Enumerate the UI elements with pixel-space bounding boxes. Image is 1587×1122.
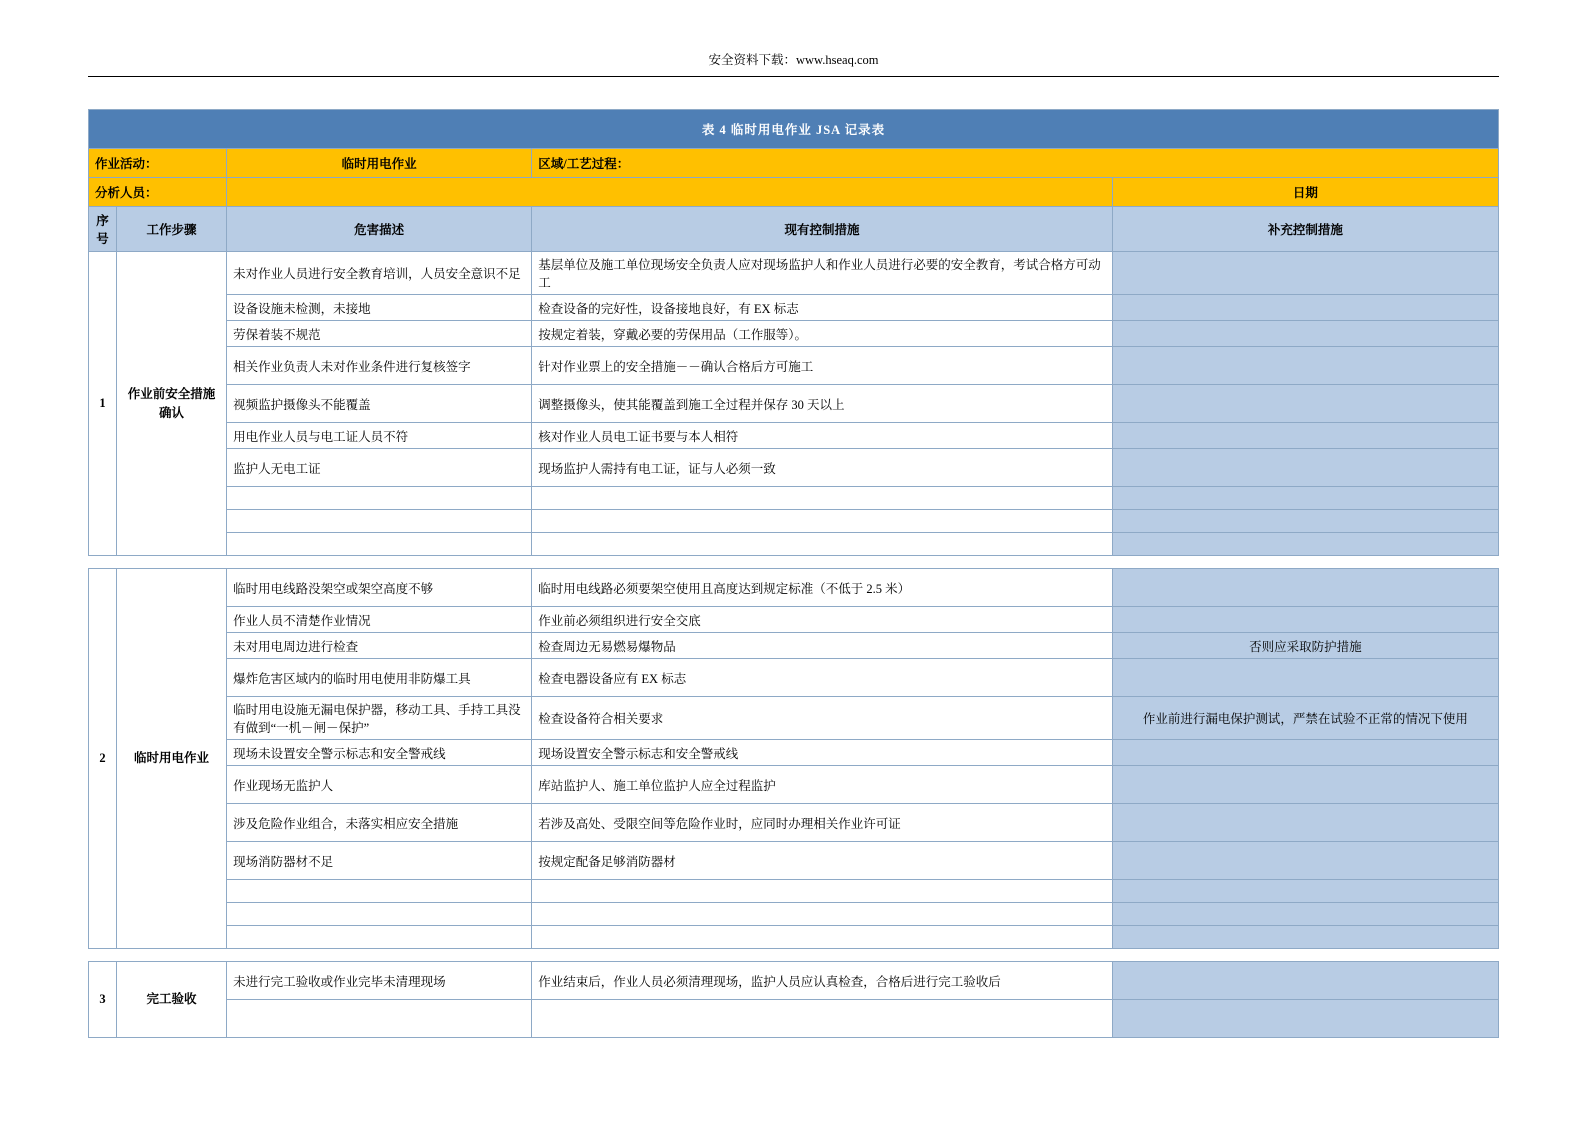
- table-row: [89, 1000, 1499, 1038]
- table-row: [89, 880, 1499, 903]
- extra-cell[interactable]: [1112, 804, 1498, 842]
- control-cell[interactable]: 按规定配备足够消防器材: [532, 842, 1112, 880]
- control-cell[interactable]: 作业前必须组织进行安全交底: [532, 607, 1112, 633]
- area-label-cell: [532, 149, 1499, 178]
- hazard-cell[interactable]: 相关作业负责人未对作业条件进行复核签字: [227, 347, 532, 385]
- table-row: [89, 962, 1499, 1000]
- hazard-cell[interactable]: 设备设施未检测，未接地: [227, 295, 532, 321]
- control-cell[interactable]: 针对作业票上的安全措施－－确认合格后方可施工: [532, 347, 1112, 385]
- extra-cell[interactable]: [1112, 903, 1498, 926]
- table-row: [89, 449, 1499, 487]
- table-title-row: [89, 110, 1499, 149]
- extra-cell[interactable]: [1112, 252, 1498, 295]
- control-cell[interactable]: 检查设备符合相关要求: [532, 697, 1112, 740]
- control-cell[interactable]: 临时用电线路必须要架空使用且高度达到规定标准（不低于 2.5 米）: [532, 569, 1112, 607]
- group-step: 完工验收: [117, 962, 227, 1038]
- analyst-value[interactable]: [227, 178, 1113, 207]
- hazard-cell[interactable]: 临时用电线路没架空或架空高度不够: [227, 569, 532, 607]
- col-hazard: 危害描述: [227, 207, 532, 252]
- hazard-cell[interactable]: [227, 926, 532, 949]
- hazard-cell[interactable]: 监护人无电工证: [227, 449, 532, 487]
- hazard-cell[interactable]: 涉及危险作业组合，未落实相应安全措施: [227, 804, 532, 842]
- group-seq: 2: [89, 569, 117, 949]
- control-cell[interactable]: [532, 510, 1112, 533]
- jsa-table-body: [89, 110, 1499, 1038]
- hazard-cell[interactable]: [227, 903, 532, 926]
- hazard-cell[interactable]: 用电作业人员与电工证人员不符: [227, 423, 532, 449]
- extra-cell[interactable]: [1112, 385, 1498, 423]
- control-cell[interactable]: 调整摄像头，使其能覆盖到施工全过程并保存 30 天以上: [532, 385, 1112, 423]
- table-row: [89, 766, 1499, 804]
- control-cell[interactable]: 按规定着装，穿戴必要的劳保用品（工作服等）。: [532, 321, 1112, 347]
- extra-cell[interactable]: 作业前进行漏电保护测试，严禁在试验不正常的情况下使用: [1112, 697, 1498, 740]
- extra-cell[interactable]: [1112, 740, 1498, 766]
- extra-cell[interactable]: [1112, 659, 1498, 697]
- control-cell[interactable]: 现场设置安全警示标志和安全警戒线: [532, 740, 1112, 766]
- table-row: [89, 385, 1499, 423]
- hazard-cell[interactable]: 未对作业人员进行安全教育培训，人员安全意识不足: [227, 252, 532, 295]
- activity-value[interactable]: 临时用电作业: [227, 149, 532, 178]
- hazard-cell[interactable]: 劳保着装不规范: [227, 321, 532, 347]
- page-header: [0, 0, 1587, 68]
- table-row: [89, 295, 1499, 321]
- control-cell[interactable]: [532, 880, 1112, 903]
- control-cell[interactable]: 作业结束后，作业人员必须清理现场，监护人员应认真检查，合格后进行完工验收后: [532, 962, 1112, 1000]
- area-label: 区域/工艺过程：: [538, 157, 630, 171]
- extra-cell[interactable]: [1112, 423, 1498, 449]
- activity-label: 作业活动：: [89, 149, 227, 178]
- extra-cell[interactable]: [1112, 766, 1498, 804]
- table-row: [89, 697, 1499, 740]
- col-extra: 补充控制措施: [1112, 207, 1498, 252]
- group-separator: [89, 949, 1499, 962]
- extra-cell[interactable]: [1112, 321, 1498, 347]
- table-row: [89, 487, 1499, 510]
- hazard-cell[interactable]: [227, 510, 532, 533]
- col-step: 工作步骤: [117, 207, 227, 252]
- hazard-cell[interactable]: 未进行完工验收或作业完毕未清理现场: [227, 962, 532, 1000]
- hazard-cell[interactable]: [227, 1000, 532, 1038]
- extra-cell[interactable]: [1112, 295, 1498, 321]
- control-cell[interactable]: 核对作业人员电工证书要与本人相符: [532, 423, 1112, 449]
- extra-cell[interactable]: [1112, 449, 1498, 487]
- table-row: [89, 423, 1499, 449]
- control-cell[interactable]: [532, 533, 1112, 556]
- group-separator: [89, 556, 1499, 569]
- table-row: [89, 321, 1499, 347]
- table-row: [89, 903, 1499, 926]
- group-step: 临时用电作业: [117, 569, 227, 949]
- extra-cell[interactable]: [1112, 962, 1498, 1000]
- date-cell: [1112, 178, 1498, 207]
- control-cell[interactable]: 检查设备的完好性，设备接地良好，有 EX 标志: [532, 295, 1112, 321]
- jsa-table: [88, 109, 1499, 1038]
- hazard-cell[interactable]: 爆炸危害区域内的临时用电使用非防爆工具: [227, 659, 532, 697]
- hazard-cell[interactable]: 作业人员不清楚作业情况: [227, 607, 532, 633]
- table-row: [89, 607, 1499, 633]
- control-cell[interactable]: 检查周边无易燃易爆物品: [532, 633, 1112, 659]
- table-row: [89, 804, 1499, 842]
- extra-cell[interactable]: [1112, 487, 1498, 510]
- control-cell[interactable]: 现场监护人需持有电工证，证与人必须一致: [532, 449, 1112, 487]
- hazard-cell[interactable]: 现场未设置安全警示标志和安全警戒线: [227, 740, 532, 766]
- control-cell[interactable]: 库站监护人、施工单位监护人应全过程监护: [532, 766, 1112, 804]
- control-cell[interactable]: 检查电器设备应有 EX 标志: [532, 659, 1112, 697]
- document-body: [88, 109, 1499, 1038]
- extra-cell[interactable]: [1112, 510, 1498, 533]
- hazard-cell[interactable]: [227, 880, 532, 903]
- table-row: [89, 926, 1499, 949]
- group-step: 作业前安全措施确认: [117, 252, 227, 556]
- extra-cell[interactable]: [1112, 926, 1498, 949]
- col-seq: 序号: [89, 207, 117, 252]
- table-row: [89, 510, 1499, 533]
- hazard-cell[interactable]: 视频监护摄像头不能覆盖: [227, 385, 532, 423]
- meta-row-activity: [89, 149, 1499, 178]
- meta-row-analyst: [89, 178, 1499, 207]
- col-control: 现有控制措施: [532, 207, 1112, 252]
- table-row: [89, 347, 1499, 385]
- table-title: 表 4 临时用电作业 JSA 记录表: [89, 110, 1499, 149]
- hazard-cell[interactable]: [227, 533, 532, 556]
- control-cell[interactable]: 基层单位及施工单位现场安全负责人应对现场监护人和作业人员进行必要的安全教育，考试合格方可动工: [532, 252, 1112, 295]
- table-row: [89, 740, 1499, 766]
- group-seq: 3: [89, 962, 117, 1038]
- table-row: [89, 633, 1499, 659]
- table-row: [89, 842, 1499, 880]
- extra-cell[interactable]: [1112, 1000, 1498, 1038]
- control-cell[interactable]: [532, 1000, 1112, 1038]
- hazard-cell[interactable]: [227, 487, 532, 510]
- control-cell[interactable]: 若涉及高处、受限空间等危险作业时，应同时办理相关作业许可证: [532, 804, 1112, 842]
- extra-cell[interactable]: [1112, 880, 1498, 903]
- column-header-row: [89, 207, 1499, 252]
- table-row: [89, 533, 1499, 556]
- extra-cell[interactable]: [1112, 347, 1498, 385]
- group-seq: 1: [89, 252, 117, 556]
- control-cell[interactable]: [532, 903, 1112, 926]
- table-row: [89, 659, 1499, 697]
- hazard-cell[interactable]: 临时用电设施无漏电保护器，移动工具、手持工具没有做到“一机－闸－保护”: [227, 697, 532, 740]
- control-cell[interactable]: [532, 487, 1112, 510]
- analyst-label: 分析人员：: [89, 178, 227, 207]
- date-label: 日期: [1292, 186, 1318, 200]
- extra-cell[interactable]: [1112, 569, 1498, 607]
- control-cell[interactable]: [532, 926, 1112, 949]
- hazard-cell[interactable]: 现场消防器材不足: [227, 842, 532, 880]
- header-note: 安全资料下载：www.hseaq.com: [708, 53, 879, 67]
- table-row: [89, 252, 1499, 295]
- table-row: [89, 569, 1499, 607]
- header-divider: [88, 76, 1499, 77]
- extra-cell[interactable]: 否则应采取防护措施: [1112, 633, 1498, 659]
- extra-cell[interactable]: [1112, 607, 1498, 633]
- extra-cell[interactable]: [1112, 842, 1498, 880]
- extra-cell[interactable]: [1112, 533, 1498, 556]
- hazard-cell[interactable]: 作业现场无监护人: [227, 766, 532, 804]
- hazard-cell[interactable]: 未对用电周边进行检查: [227, 633, 532, 659]
